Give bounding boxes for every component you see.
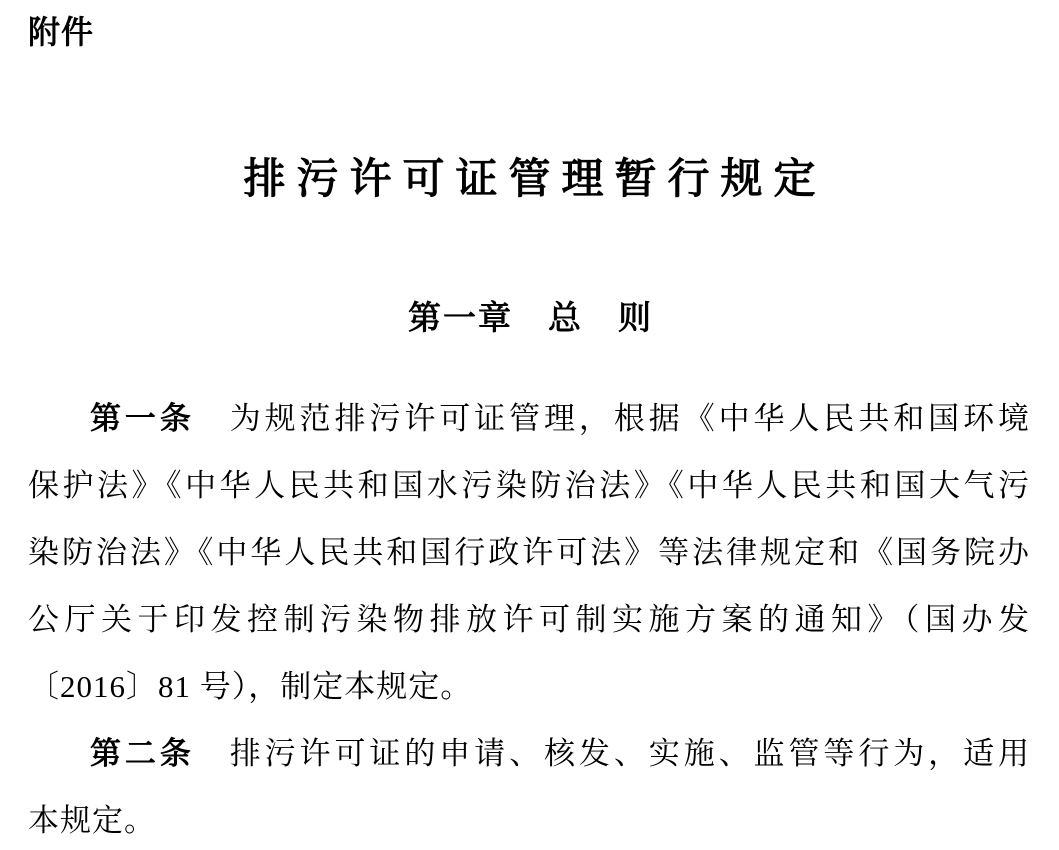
article-number: 第一条 [90,401,195,436]
chapter-heading: 第一章 总 则 [408,299,653,336]
document-title: 排污许可证管理暂行规定 [243,155,827,202]
body-line: 第二条 排污许可证的申请、核发、实施、监管等行为，适用 [90,736,1031,771]
body-line: 染防治法》《中华人民共和国行政许可法》等法律规定和《国务院办 [28,535,1030,570]
body-line: 公厅关于印发控制污染物排放许可制实施方案的通知》（国办发 [28,602,1030,637]
body-line: 〔2016〕81 号），制定本规定。 [28,669,473,704]
body-line: 保护法》《中华人民共和国水污染防治法》《中华人民共和国大气污 [28,468,1030,503]
attachment-label: 附件 [28,14,95,50]
article-number: 第二条 [90,736,195,771]
document-body [28,385,1030,850]
body-line: 第一条 为规范排污许可证管理，根据《中华人民共和国环境 [90,401,1031,436]
body-line: 本规定。 [28,803,156,838]
